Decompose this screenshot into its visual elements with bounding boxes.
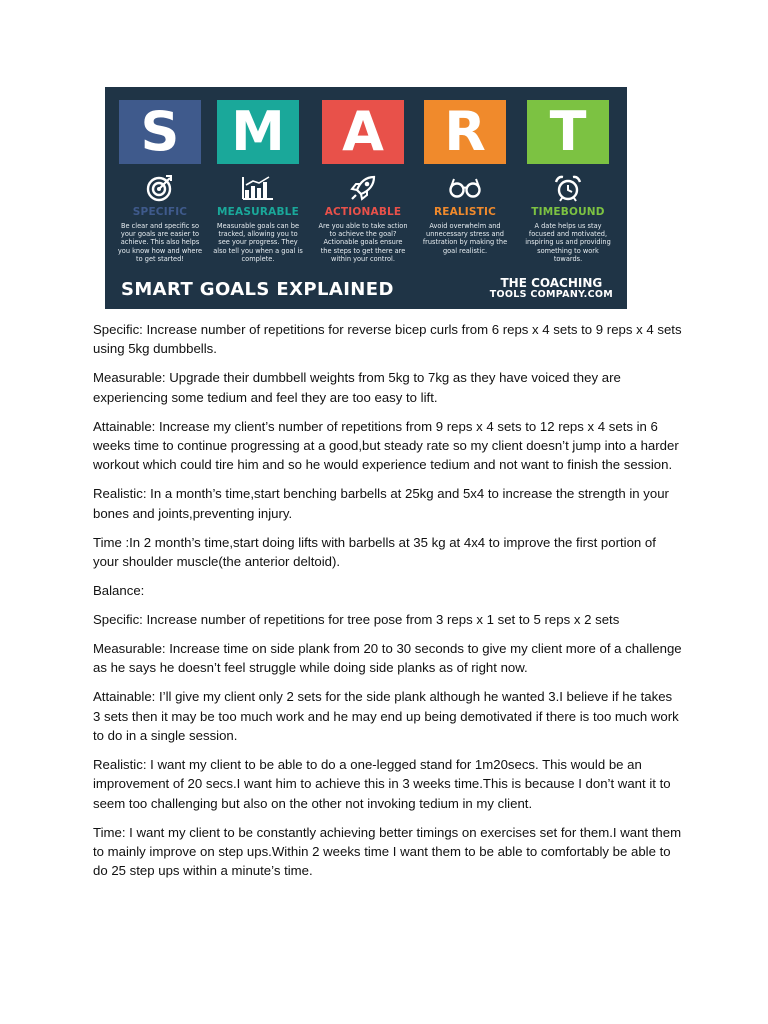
paragraph-time: Time :In 2 month’s time,start doing lifts with barbells at 35 kg at 4x4 to improve the first portion of your shoulder muscle(the anterior deltoid). [93,534,656,570]
paragraph-measurable: Measurable: Upgrade their dumbbell weights from 5kg to 7kg as they have voiced they are experiencing some tedium and feel they are too easy to lift. [93,370,621,405]
alarm-clock-icon [521,173,615,203]
paragraph-realistic: Realistic: In a month’s time,start benching barbells at 25kg and 5x4 to increase the strength in your bones and joints,preventing injury. [93,486,669,521]
paragraph-specific: Specific: Increase number of repetitions for reverse bicep curls from 6 reps x 4 sets to 9 reps x 4 sets using 5kg dumbbells. [93,322,682,357]
target-icon [113,173,207,203]
rocket-icon [316,173,410,203]
smart-column-measurable [211,100,305,263]
heading-realistic: REALISTIC [433,206,497,218]
letter-tile-s: S [119,100,201,164]
paragraph-attainable: Attainable: Increase my client’s number of repetitions from 9 reps x 4 sets to 12 reps x 4 sets in 6 weeks time to continue progressing at a good,but steady rate so my client doesn’t jump into a harder workout which could tire him and so he would experience tedium and not want to finish the session. [93,418,679,473]
paragraph-balance-heading: Balance: [93,582,145,598]
smart-goals-infographic [105,87,627,309]
paragraph-balance-specific: Specific: Increase number of repetitions for tree pose from 3 reps x 1 set to 5 reps x 2 sets [93,611,620,627]
letter-tile-m: M [217,100,299,164]
paragraph-balance-realistic: Realistic: I want my client to be able to do a one-legged stand for 1m20secs. This would be an improvement of 20 secs.I want him to achieve this in 3 weeks time.This is because I don’t want it to seem too challenging but also on the other not invoking tedium in my client. [93,756,671,811]
paragraph-balance-measurable: Measurable: Increase time on side plank from 20 to 30 seconds to give my client more of a challenge as he says he doesn’t feel struggle while doing side planks as of right now. [93,640,682,676]
description-timebound: A date helps us stay focused and motivated, inspiring us and providing something to work towards. [525,222,611,263]
smart-column-actionable [316,100,410,263]
glasses-icon [418,173,512,203]
brand-logo [490,277,613,301]
bar-chart-icon [211,173,305,203]
paragraph-balance-attainable: Attainable: I’ll give my client only 2 sets for the side plank although he wanted 3.I believe if he takes 3 sets then it may be too much work and he may end up being demotivated if there is too much work to do in a single session. [93,689,679,743]
letter-tile-a: A [322,100,404,164]
smart-column-realistic [418,100,512,255]
document-body [93,320,683,890]
letter-tile-t: T [527,100,609,164]
smart-column-specific [113,100,207,263]
smart-column-timebound [521,100,615,263]
paragraph-balance-time: Time: I want my client to be constantly achieving better timings on exercises set for them.I want them to mainly improve on step ups.Within 2 weeks time I want them to be able to comfortably be able to do 25 step ups within a minute’s time. [93,824,682,879]
brand-line-1: THE COACHING [500,276,603,290]
heading-measurable: MEASURABLE [217,206,299,218]
description-realistic: Avoid overwhelm and unnecessary stress and frustration by making the goal realistic. [422,222,508,255]
brand-line-2: TOOLS COMPANY.COM [489,289,613,300]
description-measurable: Measurable goals can be tracked, allowing you to see your progress. They also tell you when a goal is complete. [213,222,303,263]
heading-actionable: ACTIONABLE [324,206,402,218]
heading-specific: SPECIFIC [132,206,188,218]
heading-timebound: TIMEBOUND [531,206,605,218]
letter-tile-r: R [424,100,506,164]
infographic-title: SMART GOALS EXPLAINED [121,279,394,300]
description-specific: Be clear and specific so your goals are easier to achieve. This also helps you know how and where to get started! [117,222,203,263]
description-actionable: Are you able to take action to achieve the goal? Actionable goals ensure the steps to get there are within your control. [318,222,408,263]
